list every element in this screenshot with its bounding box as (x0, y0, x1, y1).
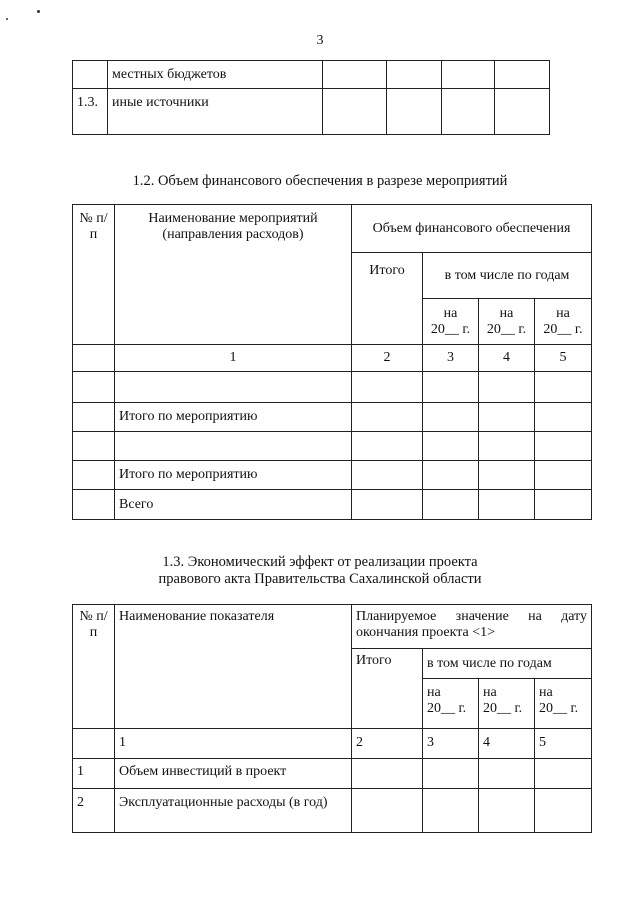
section-heading-1-2: 1.2. Объем финансового обеспечения в разрезе мероприятий (132, 173, 508, 189)
table-row (73, 432, 592, 461)
col-header-total: Итого (352, 649, 423, 729)
table-row (73, 490, 592, 520)
table-row (73, 461, 592, 490)
col-header-year: на 20__ г. (479, 299, 535, 345)
row-number: 1.3. (73, 89, 108, 135)
table-row (73, 789, 592, 833)
col-header-activity-name: Наименование мероприятий (направления расходов) (115, 205, 352, 345)
col-header-planned-value: Планируемое значение на дату окончания проекта <1> (352, 605, 592, 649)
col-header-year: на 20__ г. (479, 679, 535, 729)
row-number (73, 61, 108, 89)
col-header-indicator-name: Наименование показателя (115, 605, 352, 729)
table-row (73, 403, 592, 432)
activities-funding-table (72, 204, 592, 520)
table-row (73, 89, 550, 135)
col-header-by-years: в том числе по годам (423, 649, 592, 679)
table-row (73, 759, 592, 789)
scan-speck (37, 10, 40, 13)
row-name: Объем инвестиций в проект (115, 759, 352, 789)
row-name: Эксплуатационные расходы (в год) (115, 789, 352, 833)
col-header-year: на 20__ г. (423, 299, 479, 345)
funding-sources-table (72, 60, 550, 135)
row-name: иные источники (108, 89, 323, 135)
row-number: 1 (73, 759, 115, 789)
scan-speck (6, 18, 8, 20)
table-row (73, 372, 592, 403)
col-header-number: № п/п (73, 205, 115, 345)
column-index-row: 1 2 3 4 5 (73, 345, 592, 372)
col-header-year: на 20__ г. (535, 299, 592, 345)
col-header-year: на 20__ г. (535, 679, 592, 729)
page-number: 3 (316, 33, 324, 48)
col-header-number: № п/п (73, 605, 115, 729)
column-index-row: 1 2 3 4 5 (73, 729, 592, 759)
table-row (73, 61, 550, 89)
col-header-funding-volume: Объем финансового обеспечения (352, 205, 592, 253)
grand-total-label: Всего (115, 490, 352, 520)
row-name: местных бюджетов (108, 61, 323, 89)
economic-effect-table (72, 604, 592, 833)
activity-subtotal-label: Итого по мероприятию (115, 461, 352, 490)
activity-subtotal-label: Итого по мероприятию (115, 403, 352, 432)
row-number: 2 (73, 789, 115, 833)
col-header-total: Итого (352, 253, 423, 345)
col-header-by-years: в том числе по годам (423, 253, 592, 299)
section-heading-1-3: 1.3. Экономический эффект от реализации проекта правового акта Правительства Сахалинской области (158, 554, 482, 587)
col-header-year: на 20__ г. (423, 679, 479, 729)
